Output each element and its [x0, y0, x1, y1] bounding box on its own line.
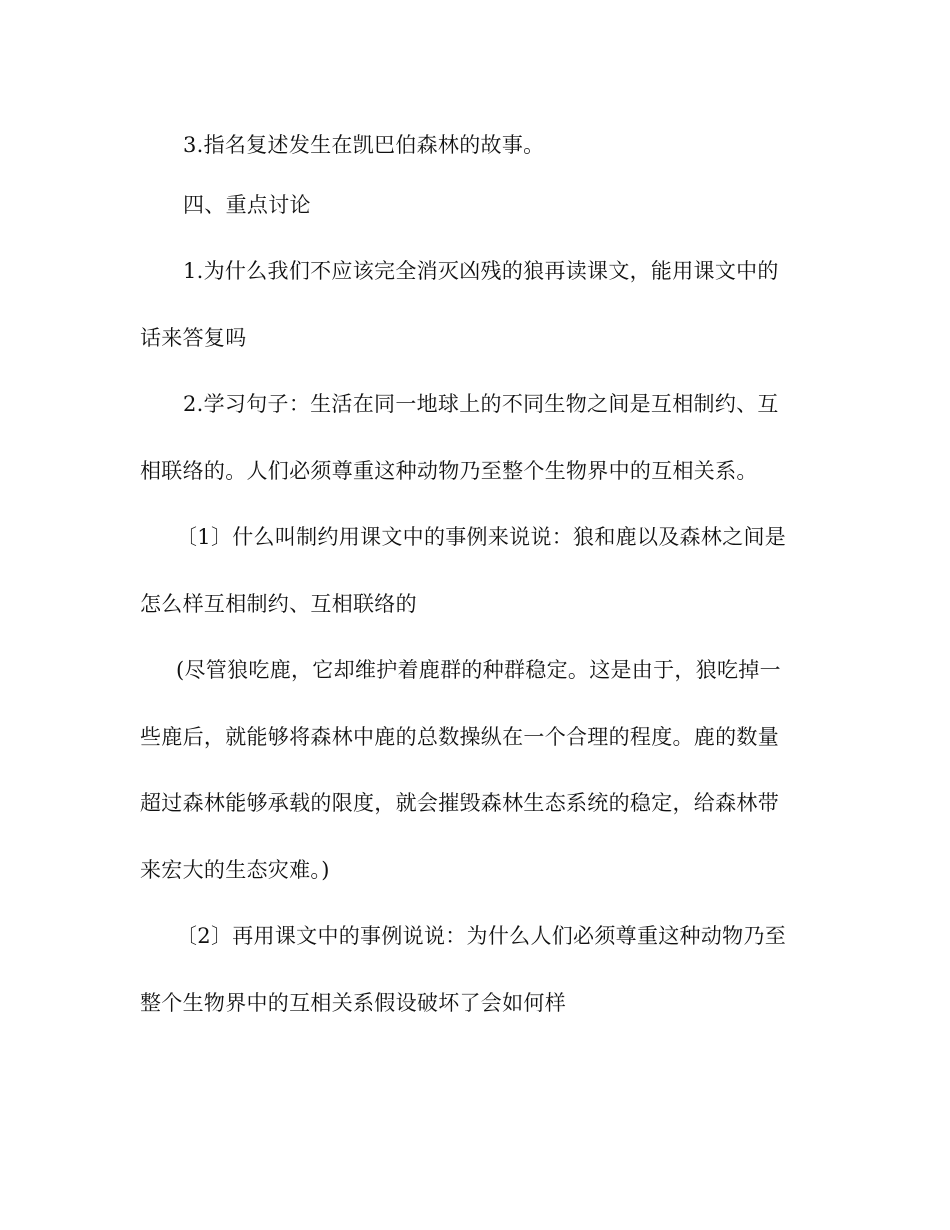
- sub-question-2-line-1: 〔2〕再用课文中的事例说说：为什么人们必须尊重这种动物乃至: [176, 924, 787, 948]
- sub-question-2-line-2: 整个生物界中的互相关系假设破坏了会如何样: [140, 991, 566, 1015]
- sub-question-1-line-1: 〔1〕什么叫制约用课文中的事例来说说：狼和鹿以及森林之间是: [176, 525, 787, 549]
- question-2-line-1: 2.学习句子：生活在同一地球上的不同生物之间是互相制约、互: [183, 392, 779, 416]
- answer-paragraph-line-1: (尽管狼吃鹿，它却维护着鹿群的种群稳定。这是由于，狼吃掉一: [176, 658, 781, 682]
- sub-question-1-line-2: 怎么样互相制约、互相联络的: [140, 592, 417, 616]
- section-heading-key-discussion: 四、重点讨论: [183, 193, 311, 217]
- item-3-retell-story: 3.指名复述发生在凯巴伯森林的故事。: [183, 133, 545, 157]
- question-1-line-2: 话来答复吗: [140, 326, 247, 350]
- answer-paragraph-line-3: 超过森林能够承载的限度，就会摧毁森林生态系统的稳定，给森林带: [140, 791, 779, 815]
- question-2-line-2: 相联络的。人们必须尊重这种动物乃至整个生物界中的互相关系。: [140, 459, 758, 483]
- answer-paragraph-line-2: 些鹿后，就能够将森林中鹿的总数操纵在一个合理的程度。鹿的数量: [140, 725, 779, 749]
- question-1-line-1: 1.为什么我们不应该完全消灭凶残的狼再读课文，能用课文中的: [183, 259, 779, 283]
- answer-paragraph-line-4: 来宏大的生态灾难。): [140, 858, 330, 882]
